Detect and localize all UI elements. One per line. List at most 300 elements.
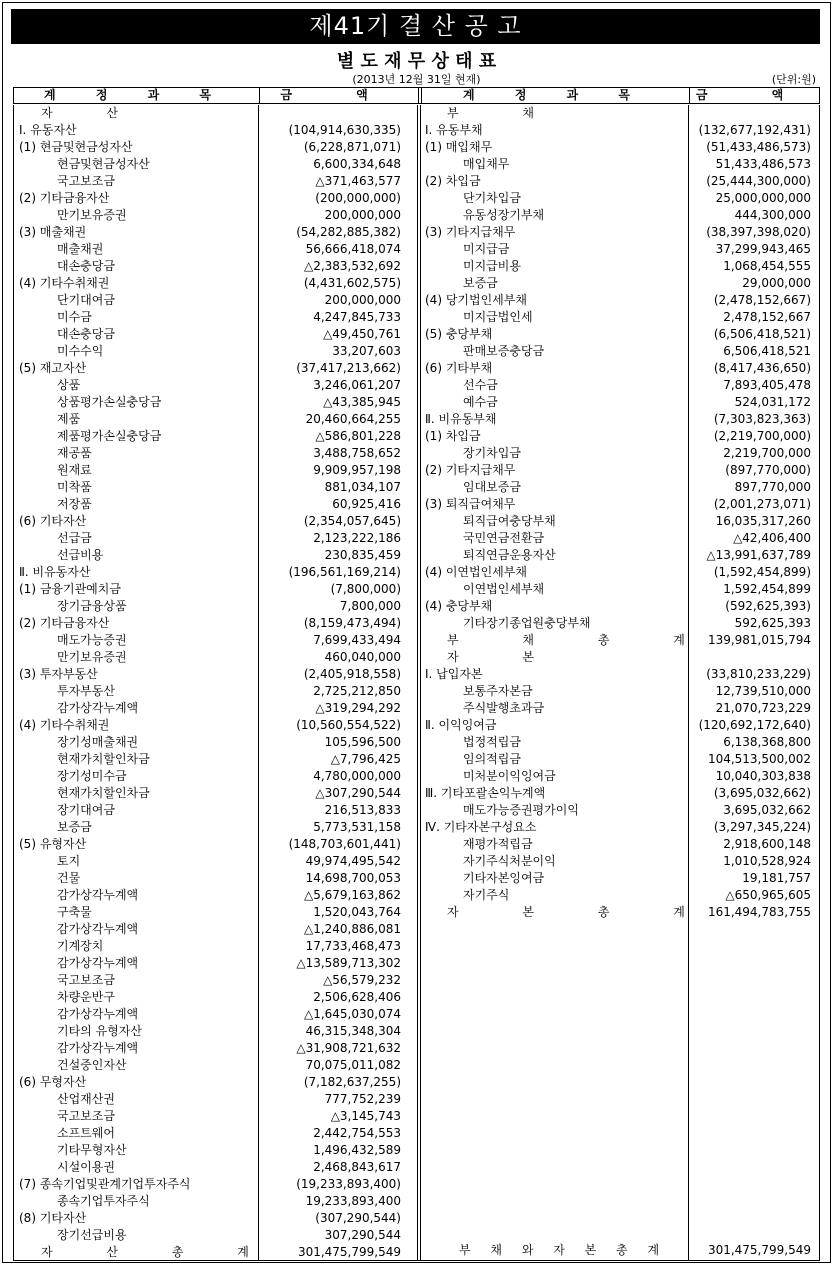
header-account-left: 계 정 과 목 bbox=[44, 88, 229, 102]
amount-value: 7,699,433,494 bbox=[313, 633, 401, 647]
amount-value: 21,070,723,229 bbox=[715, 701, 811, 715]
account-label: 국고보조금 bbox=[57, 1109, 115, 1123]
account-label: 미수금 bbox=[57, 310, 92, 324]
account-label: Ⅰ. 유동자산 bbox=[19, 123, 77, 137]
table-row bbox=[17, 751, 407, 768]
account-label: (4) 당기법인세부채 bbox=[425, 293, 527, 307]
amount-value: (6,228,871,071) bbox=[303, 140, 401, 154]
account-label: (5) 재고자산 bbox=[19, 361, 87, 375]
account-label: 토지 bbox=[57, 854, 81, 868]
table-row bbox=[17, 785, 407, 802]
table-row bbox=[17, 1244, 407, 1261]
amount-value: 3,488,758,652 bbox=[313, 446, 401, 460]
table-row bbox=[423, 785, 815, 802]
amount-value: 37,299,943,465 bbox=[715, 242, 811, 256]
table-row bbox=[423, 258, 815, 275]
table-row bbox=[17, 649, 407, 666]
account-label: Ⅰ. 납입자본 bbox=[425, 667, 483, 681]
account-label: 주식발행초과금 bbox=[463, 701, 545, 715]
amount-value: 7,800,000 bbox=[339, 599, 401, 613]
account-label: Ⅳ. 기타자본구성요소 bbox=[425, 820, 537, 834]
table-row bbox=[423, 190, 815, 207]
amount-value: (33,810,233,229) bbox=[706, 667, 811, 681]
account-label: 감가상각누계액 bbox=[57, 701, 139, 715]
amount-value: (132,677,192,431) bbox=[698, 123, 811, 137]
account-label: 기타의 유형자산 bbox=[57, 1024, 142, 1038]
table-row bbox=[17, 632, 407, 649]
liabilities-equity-total-row bbox=[423, 1242, 815, 1259]
table-row bbox=[17, 1108, 407, 1125]
table-row bbox=[17, 207, 407, 224]
table-row bbox=[17, 513, 407, 530]
account-label: (6) 기타부채 bbox=[425, 361, 493, 375]
table-row bbox=[17, 921, 407, 938]
amount-value: △3,145,743 bbox=[330, 1109, 401, 1123]
account-label: 이연법인세부채 bbox=[463, 582, 545, 596]
account-label: 자기주식처분이익 bbox=[463, 854, 556, 868]
account-label: 보증금 bbox=[57, 820, 92, 834]
amount-value: 2,442,754,553 bbox=[313, 1126, 401, 1140]
amount-value: 33,207,603 bbox=[332, 344, 401, 358]
account-label: Ⅱ. 비유동자산 bbox=[19, 565, 91, 579]
table-row bbox=[423, 904, 815, 921]
account-label: (2) 기타지급채무 bbox=[425, 463, 516, 477]
liabilities-equity-column bbox=[423, 105, 815, 921]
table-row bbox=[17, 411, 407, 428]
account-label: 자 산 총 계 bbox=[41, 1245, 259, 1259]
account-label: 부 채 총 계 bbox=[447, 633, 695, 647]
account-label: 종속기업투자주식 bbox=[57, 1194, 150, 1208]
amount-value: 161,494,783,755 bbox=[707, 905, 811, 919]
account-label: 감가상각누계액 bbox=[57, 1041, 139, 1055]
amount-value: 1,010,528,924 bbox=[723, 854, 811, 868]
account-label: 미착품 bbox=[57, 480, 92, 494]
table-row bbox=[17, 802, 407, 819]
amount-value: 29,000,000 bbox=[742, 276, 811, 290]
table-row bbox=[17, 1210, 407, 1227]
account-label: (2) 기타금융자산 bbox=[19, 616, 110, 630]
table-row bbox=[17, 445, 407, 462]
table-row bbox=[423, 309, 815, 326]
account-label: 상품평가손실충당금 bbox=[57, 395, 162, 409]
table-row bbox=[17, 275, 407, 292]
amount-value: (4,431,602,575) bbox=[303, 276, 401, 290]
account-label: 장기선급비용 bbox=[57, 1228, 127, 1242]
amount-value: 3,695,032,662 bbox=[723, 803, 811, 817]
account-label: 제품 bbox=[57, 412, 81, 426]
amount-value: (2,354,057,645) bbox=[303, 514, 401, 528]
amount-value: (7,303,823,363) bbox=[713, 412, 811, 426]
amount-value: 17,733,468,473 bbox=[305, 939, 401, 953]
amount-value: 105,596,500 bbox=[324, 735, 401, 749]
account-label: 산업재산권 bbox=[57, 1092, 115, 1106]
amount-value: 49,974,495,542 bbox=[305, 854, 401, 868]
table-row bbox=[17, 139, 407, 156]
amount-value: 104,513,500,002 bbox=[707, 752, 811, 766]
account-label: 국민연금전환금 bbox=[463, 531, 545, 545]
amount-value: 6,506,418,521 bbox=[723, 344, 811, 358]
table-row bbox=[423, 700, 815, 717]
amount-value: 12,739,510,000 bbox=[715, 684, 811, 698]
account-label: (2) 차입금 bbox=[425, 174, 481, 188]
account-label: 장기차입금 bbox=[463, 446, 521, 460]
statement-date: (2013년 12월 31일 현재) bbox=[352, 73, 481, 86]
account-label: 미지급금 bbox=[463, 242, 510, 256]
table-row bbox=[17, 479, 407, 496]
account-label: 판매보증충당금 bbox=[463, 344, 545, 358]
table-row bbox=[17, 156, 407, 173]
table-row bbox=[17, 598, 407, 615]
table-row bbox=[423, 547, 815, 564]
table-row bbox=[423, 598, 815, 615]
account-label: 감가상각누계액 bbox=[57, 956, 139, 970]
account-label: 단기대여금 bbox=[57, 293, 115, 307]
amount-value: (3,695,032,662) bbox=[713, 786, 811, 800]
amount-value: 6,138,368,800 bbox=[723, 735, 811, 749]
amount-value: 9,909,957,198 bbox=[313, 463, 401, 477]
account-label: 매도가능증권평가이익 bbox=[463, 803, 579, 817]
table-row bbox=[423, 666, 815, 683]
table-row bbox=[423, 139, 815, 156]
amount-value: 6,600,334,648 bbox=[313, 157, 401, 171]
amount-value: 3,246,061,207 bbox=[313, 378, 401, 392]
account-label: 선급비용 bbox=[57, 548, 104, 562]
account-label: 장기대여금 bbox=[57, 803, 115, 817]
table-row bbox=[423, 156, 815, 173]
table-row bbox=[17, 292, 407, 309]
table-row bbox=[17, 700, 407, 717]
table-row bbox=[17, 870, 407, 887]
amount-value: 2,468,843,617 bbox=[313, 1160, 401, 1174]
amount-value: △319,294,292 bbox=[315, 701, 401, 715]
account-label: (7) 종속기업및관계기업투자주식 bbox=[19, 1177, 191, 1191]
table-row bbox=[17, 887, 407, 904]
amount-value: (38,397,398,020) bbox=[706, 225, 811, 239]
account-label: Ⅱ. 이익잉여금 bbox=[425, 718, 497, 732]
header-amount-left: 금 액 bbox=[280, 88, 398, 102]
account-label: 장기성매출채권 bbox=[57, 735, 139, 749]
account-label: Ⅰ. 유동부채 bbox=[425, 123, 483, 137]
table-row bbox=[423, 241, 815, 258]
amount-value: 524,031,172 bbox=[734, 395, 811, 409]
account-label: 구축물 bbox=[57, 905, 92, 919]
amount-value: 1,520,043,764 bbox=[313, 905, 401, 919]
amount-value: 460,040,000 bbox=[324, 650, 401, 664]
account-label: (8) 기타자산 bbox=[19, 1211, 87, 1225]
account-label: (2) 기타금융자산 bbox=[19, 191, 110, 205]
account-label: 미처분이익잉여금 bbox=[463, 769, 556, 783]
amount-value: (7,182,637,255) bbox=[303, 1075, 401, 1089]
amount-value: 139,981,015,794 bbox=[707, 633, 811, 647]
account-label: (1) 차입금 bbox=[425, 429, 481, 443]
amount-value: (196,561,169,214) bbox=[288, 565, 401, 579]
table-row bbox=[423, 734, 815, 751]
account-label: 현재가치할인차금 bbox=[57, 786, 150, 800]
table-row bbox=[17, 1040, 407, 1057]
table-row bbox=[17, 1227, 407, 1244]
table-row bbox=[423, 394, 815, 411]
amount-value: (148,703,601,441) bbox=[288, 837, 401, 851]
table-row bbox=[423, 411, 815, 428]
account-label: 소프트웨어 bbox=[57, 1126, 115, 1140]
amount-value: △1,240,886,081 bbox=[303, 922, 401, 936]
table-row bbox=[17, 309, 407, 326]
table-row bbox=[423, 343, 815, 360]
account-label: 건설중인자산 bbox=[57, 1058, 127, 1072]
table-row bbox=[423, 292, 815, 309]
amount-value: (1,592,454,899) bbox=[713, 565, 811, 579]
account-label: 만기보유증권 bbox=[57, 208, 127, 222]
header-amount-right: 금 액 bbox=[695, 88, 814, 102]
account-label: 대손충당금 bbox=[57, 327, 115, 341]
announcement-page bbox=[2, 2, 831, 1263]
amount-value: (2,219,700,000) bbox=[713, 429, 811, 443]
account-label: 장기금융상품 bbox=[57, 599, 127, 613]
amount-value: △7,796,425 bbox=[330, 752, 401, 766]
account-label: 자 산 bbox=[41, 106, 128, 120]
account-label: 부 채 bbox=[447, 106, 544, 120]
table-row bbox=[17, 564, 407, 581]
table-row bbox=[423, 836, 815, 853]
account-label: 제품평가손실충당금 bbox=[57, 429, 162, 443]
announcement-title: 제41기 결 산 공 고 bbox=[11, 9, 820, 44]
amount-value: (120,692,172,640) bbox=[698, 718, 811, 732]
table-row bbox=[17, 377, 407, 394]
table-row bbox=[17, 241, 407, 258]
table-row bbox=[17, 105, 407, 122]
account-label: Ⅱ. 비유동부채 bbox=[425, 412, 497, 426]
table-row bbox=[423, 275, 815, 292]
table-row bbox=[17, 258, 407, 275]
table-row bbox=[423, 581, 815, 598]
table-row bbox=[17, 1159, 407, 1176]
amount-value: 2,219,700,000 bbox=[723, 446, 811, 460]
account-label: (3) 퇴직급여채무 bbox=[425, 497, 516, 511]
table-row bbox=[17, 581, 407, 598]
account-label: 기계장치 bbox=[57, 939, 104, 953]
amount-value: 301,475,799,549 bbox=[297, 1245, 401, 1259]
amount-value: (307,290,544) bbox=[315, 1211, 401, 1225]
amount-value: 1,496,432,589 bbox=[313, 1143, 401, 1157]
table-row bbox=[17, 224, 407, 241]
amount-value: 2,506,628,406 bbox=[313, 990, 401, 1004]
account-label: 예수금 bbox=[463, 395, 498, 409]
amount-value: (592,625,393) bbox=[725, 599, 811, 613]
table-row bbox=[423, 428, 815, 445]
account-label: 원재료 bbox=[57, 463, 92, 477]
table-row bbox=[17, 683, 407, 700]
amount-value: 46,315,348,304 bbox=[305, 1024, 401, 1038]
account-label: (4) 충당부채 bbox=[425, 599, 493, 613]
account-label: (3) 매출채권 bbox=[19, 225, 87, 239]
total-amount: 301,475,799,549 bbox=[707, 1243, 811, 1257]
table-row bbox=[17, 530, 407, 547]
amount-value: (7,800,000) bbox=[330, 582, 401, 596]
account-label: 유동성장기부채 bbox=[463, 208, 545, 222]
table-row bbox=[17, 955, 407, 972]
amount-value: 881,034,107 bbox=[324, 480, 401, 494]
table-row bbox=[17, 666, 407, 683]
table-row bbox=[423, 887, 815, 904]
amount-value: 20,460,664,255 bbox=[305, 412, 401, 426]
account-label: 단기차입금 bbox=[463, 191, 521, 205]
account-label: 건물 bbox=[57, 871, 81, 885]
account-label: (4) 기타수취채권 bbox=[19, 276, 110, 290]
account-label: 매입채무 bbox=[463, 157, 510, 171]
table-row bbox=[17, 1091, 407, 1108]
amount-value: 56,666,418,074 bbox=[305, 242, 401, 256]
table-row bbox=[17, 853, 407, 870]
table-row bbox=[423, 632, 815, 649]
account-label: 자기주식 bbox=[463, 888, 510, 902]
table-row bbox=[17, 1057, 407, 1074]
table-header bbox=[13, 87, 820, 104]
table-row bbox=[17, 768, 407, 785]
table-row bbox=[17, 394, 407, 411]
assets-column bbox=[17, 105, 407, 1261]
account-label: Ⅲ. 기타포괄손익누계액 bbox=[425, 786, 546, 800]
amount-value: (3,297,345,224) bbox=[713, 820, 811, 834]
account-label: 상품 bbox=[57, 378, 81, 392]
amount-value: 5,773,531,158 bbox=[313, 820, 401, 834]
account-label: 선수금 bbox=[463, 378, 498, 392]
amount-value: 2,123,222,186 bbox=[313, 531, 401, 545]
amount-value: 10,040,303,838 bbox=[715, 769, 811, 783]
amount-value: (8,417,436,650) bbox=[713, 361, 811, 375]
account-label: (3) 기타지급채무 bbox=[425, 225, 516, 239]
account-label: 자 본 총 계 bbox=[447, 905, 695, 919]
amount-value: △1,645,030,074 bbox=[303, 1007, 401, 1021]
account-label: 기타자본잉여금 bbox=[463, 871, 545, 885]
account-label: 대손충당금 bbox=[57, 259, 115, 273]
table-row bbox=[423, 173, 815, 190]
account-label: 장기성미수금 bbox=[57, 769, 127, 783]
account-label: 퇴직급여충당부채 bbox=[463, 514, 556, 528]
table-row bbox=[423, 870, 815, 887]
table-row bbox=[423, 513, 815, 530]
amount-value: △49,450,761 bbox=[323, 327, 401, 341]
table-row bbox=[17, 1176, 407, 1193]
table-row bbox=[423, 564, 815, 581]
amount-value: 2,478,152,667 bbox=[723, 310, 811, 324]
amount-value: △650,965,605 bbox=[725, 888, 811, 902]
amount-value: 444,300,000 bbox=[734, 208, 811, 222]
account-label: 국고보조금 bbox=[57, 174, 115, 188]
account-label: (3) 투자부동산 bbox=[19, 667, 98, 681]
account-label: (6) 무형자산 bbox=[19, 1075, 87, 1089]
account-label: 선급금 bbox=[57, 531, 92, 545]
amount-value: 1,592,454,899 bbox=[723, 582, 811, 596]
account-label: 차량운반구 bbox=[57, 990, 115, 1004]
unit-label: (단위:원) bbox=[771, 73, 816, 86]
table-row bbox=[423, 717, 815, 734]
amount-value: 200,000,000 bbox=[324, 208, 401, 222]
table-row bbox=[423, 819, 815, 836]
table-row bbox=[17, 1125, 407, 1142]
table-row bbox=[17, 190, 407, 207]
account-label: 기타장기종업원충당부채 bbox=[463, 616, 591, 630]
account-label: 보증금 bbox=[463, 276, 498, 290]
amount-value: 307,290,544 bbox=[324, 1228, 401, 1242]
amount-value: (2,478,152,667) bbox=[713, 293, 811, 307]
amount-value: 25,000,000,000 bbox=[715, 191, 811, 205]
amount-value: 60,925,416 bbox=[332, 497, 401, 511]
account-label: (1) 금융기관예치금 bbox=[19, 582, 121, 596]
amount-value: 592,625,393 bbox=[734, 616, 811, 630]
account-label: 국고보조금 bbox=[57, 973, 115, 987]
account-label: (5) 유형자산 bbox=[19, 837, 87, 851]
account-label: 임대보증금 bbox=[463, 480, 521, 494]
table-row bbox=[423, 377, 815, 394]
table-row bbox=[423, 479, 815, 496]
table-row bbox=[17, 734, 407, 751]
amount-value: (6,506,418,521) bbox=[713, 327, 811, 341]
amount-value: 14,698,700,053 bbox=[305, 871, 401, 885]
account-label: (4) 이연법인세부채 bbox=[425, 565, 527, 579]
table-row bbox=[423, 530, 815, 547]
amount-value: △56,579,232 bbox=[323, 973, 401, 987]
amount-value: 4,247,845,733 bbox=[313, 310, 401, 324]
total-label: 부 채 와 자 본 총 계 bbox=[459, 1243, 668, 1257]
account-label: 퇴직연금운용자산 bbox=[463, 548, 556, 562]
table-row bbox=[423, 751, 815, 768]
amount-value: 777,752,239 bbox=[324, 1092, 401, 1106]
table-row bbox=[17, 122, 407, 139]
table-row bbox=[423, 683, 815, 700]
amount-value: △13,991,637,789 bbox=[706, 548, 811, 562]
amount-value: (2,001,273,071) bbox=[713, 497, 811, 511]
account-label: 저장품 bbox=[57, 497, 92, 511]
account-label: 현금및현금성자산 bbox=[57, 157, 150, 171]
table-row bbox=[17, 836, 407, 853]
amount-value: (51,433,486,573) bbox=[706, 140, 811, 154]
amount-value: △42,406,400 bbox=[733, 531, 811, 545]
table-row bbox=[17, 717, 407, 734]
account-label: 감가상각누계액 bbox=[57, 1007, 139, 1021]
table-row bbox=[17, 496, 407, 513]
amount-value: (897,770,000) bbox=[725, 463, 811, 477]
table-row bbox=[423, 615, 815, 632]
amount-value: (104,914,630,335) bbox=[288, 123, 401, 137]
table-row bbox=[423, 326, 815, 343]
account-label: 재공품 bbox=[57, 446, 92, 460]
table-row bbox=[17, 360, 407, 377]
table-row bbox=[17, 972, 407, 989]
amount-value: 7,893,405,478 bbox=[723, 378, 811, 392]
amount-value: 230,835,459 bbox=[324, 548, 401, 562]
account-label: 현재가치할인차금 bbox=[57, 752, 150, 766]
amount-value: 16,035,317,260 bbox=[715, 514, 811, 528]
table-row bbox=[17, 326, 407, 343]
account-label: (4) 기타수취채권 bbox=[19, 718, 110, 732]
account-label: 미지급비용 bbox=[463, 259, 521, 273]
table-row bbox=[423, 496, 815, 513]
account-label: (5) 충당부채 bbox=[425, 327, 493, 341]
amount-value: △586,801,228 bbox=[315, 429, 401, 443]
table-row bbox=[17, 819, 407, 836]
table-row bbox=[17, 462, 407, 479]
account-label: (1) 현금및현금성자산 bbox=[19, 140, 133, 154]
amount-value: 19,181,757 bbox=[742, 871, 811, 885]
amount-value: 1,068,454,555 bbox=[723, 259, 811, 273]
amount-value: (200,000,000) bbox=[315, 191, 401, 205]
amount-value: △2,383,532,692 bbox=[303, 259, 401, 273]
table-row bbox=[423, 207, 815, 224]
amount-value: (54,282,885,382) bbox=[296, 225, 401, 239]
account-label: 임의적립금 bbox=[463, 752, 521, 766]
table-row bbox=[17, 989, 407, 1006]
table-row bbox=[423, 768, 815, 785]
